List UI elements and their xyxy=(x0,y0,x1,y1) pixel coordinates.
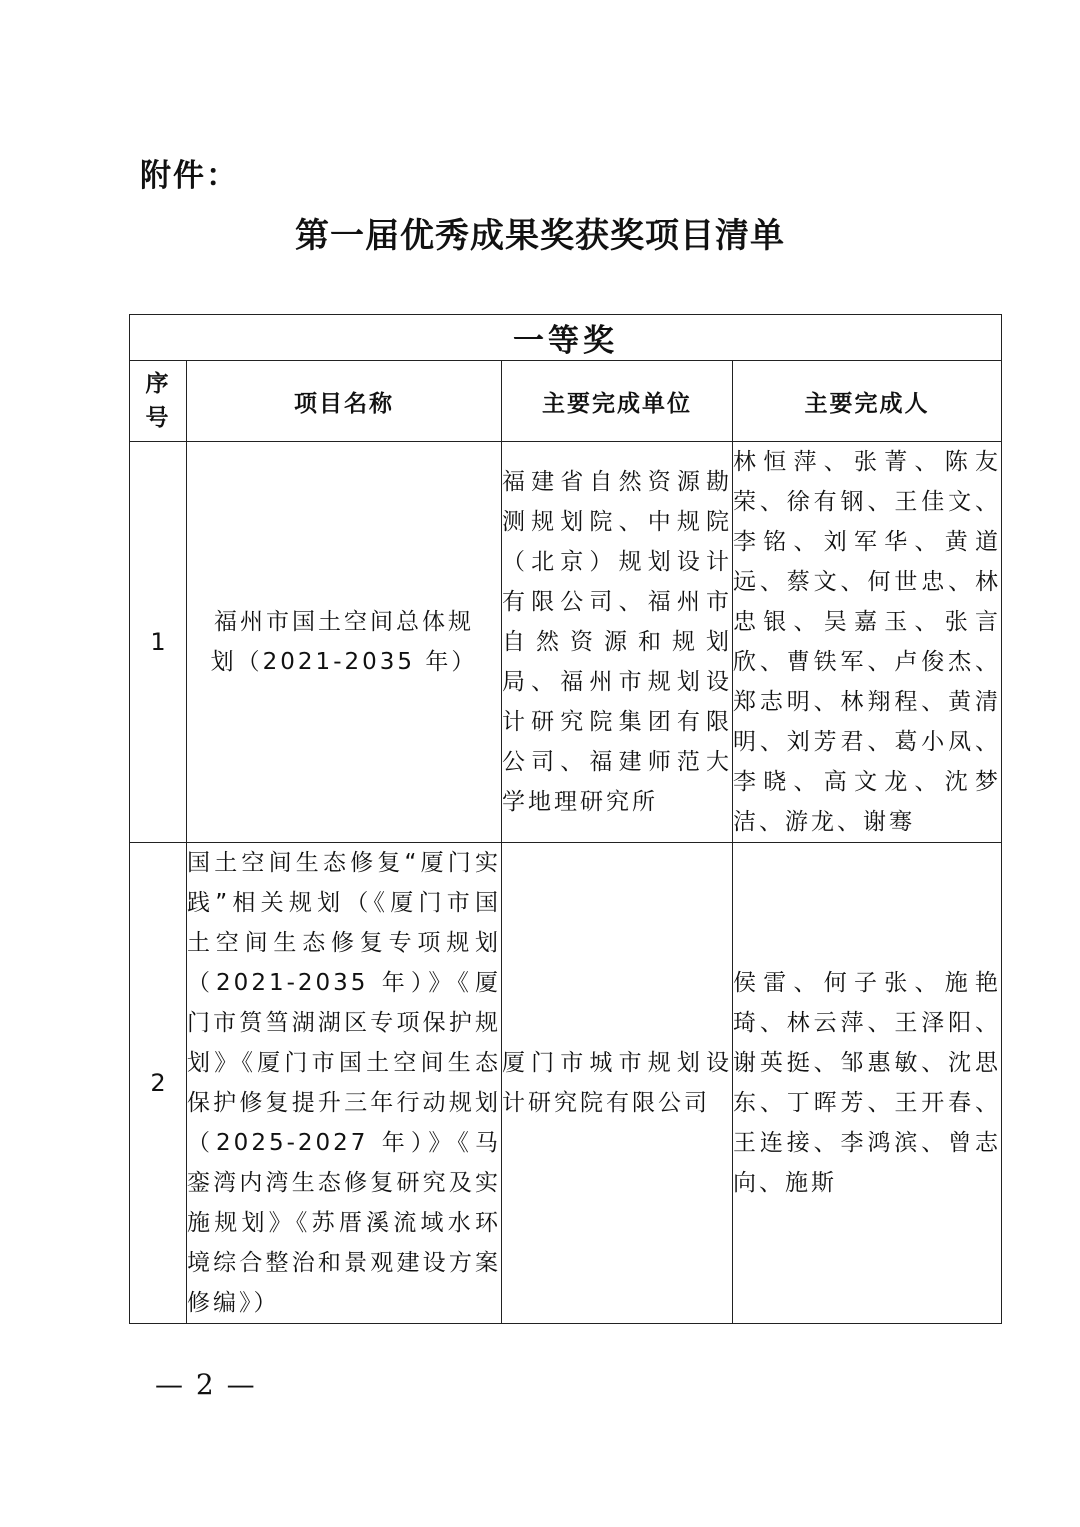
row-persons: 林恒萍、张菁、陈友荣、徐有钢、王佳文、李铭、刘军华、黄道远、蔡文、何世忠、林忠银、吴嘉玉、张言欣、曹铁军、卢俊杰、郑志明、林翔程、黄清明、刘芳君、葛小凤、李晓、高文龙、沈梦洁、游龙、谢骞 xyxy=(733,442,1002,843)
column-header-seq xyxy=(130,361,187,442)
row-seq: 2 xyxy=(130,843,187,1324)
award-level-heading: 一等奖 xyxy=(130,315,1002,361)
row-persons: 侯雷、何子张、施艳琦、林云萍、王泽阳、谢英挺、邹惠敏、沈思东、丁晖芳、王开春、王连接、李鸿滨、曾志向、施斯 xyxy=(733,843,1002,1324)
column-header-row xyxy=(130,361,1002,442)
award-level-row xyxy=(130,315,1002,361)
row-seq: 1 xyxy=(130,442,187,843)
column-header-persons: 主要完成人 xyxy=(733,361,1002,442)
row-units: 福建省自然资源勘测规划院、中规院（北京）规划设计有限公司、福州市自然资源和规划局、福州市规划设计研究院集团有限公司、福建师范大学地理研究所 xyxy=(502,442,733,843)
award-table xyxy=(129,314,1002,1324)
column-header-units: 主要完成单位 xyxy=(502,361,733,442)
row-project-name: 福州市国土空间总体规划（2021-2035 年） xyxy=(187,442,502,843)
column-header-seq-label: 序号 xyxy=(145,371,171,431)
page-number: — 2 — xyxy=(155,1368,257,1401)
table-row xyxy=(130,442,1002,843)
document-title: 第一届优秀成果奖获奖项目清单 xyxy=(295,216,785,256)
row-units: 厦门市城市规划设计研究院有限公司 xyxy=(502,843,733,1324)
attachment-label: 附件： xyxy=(140,158,239,194)
column-header-project-name: 项目名称 xyxy=(187,361,502,442)
row-project-name: 国土空间生态修复“厦门实践”相关规划（《厦门市国土空间生态修复专项规划（2021-2035 年）》《厦门市筼筜湖湖区专项保护规划》《厦门市国土空间生态保护修复提升三年行动规划（2025-2027 年）》《马銮湾内湾生态修复研究及实施规划》《苏厝溪流域水环境综合整治和景观建设方案修编》） xyxy=(187,843,502,1324)
table-row xyxy=(130,843,1002,1324)
